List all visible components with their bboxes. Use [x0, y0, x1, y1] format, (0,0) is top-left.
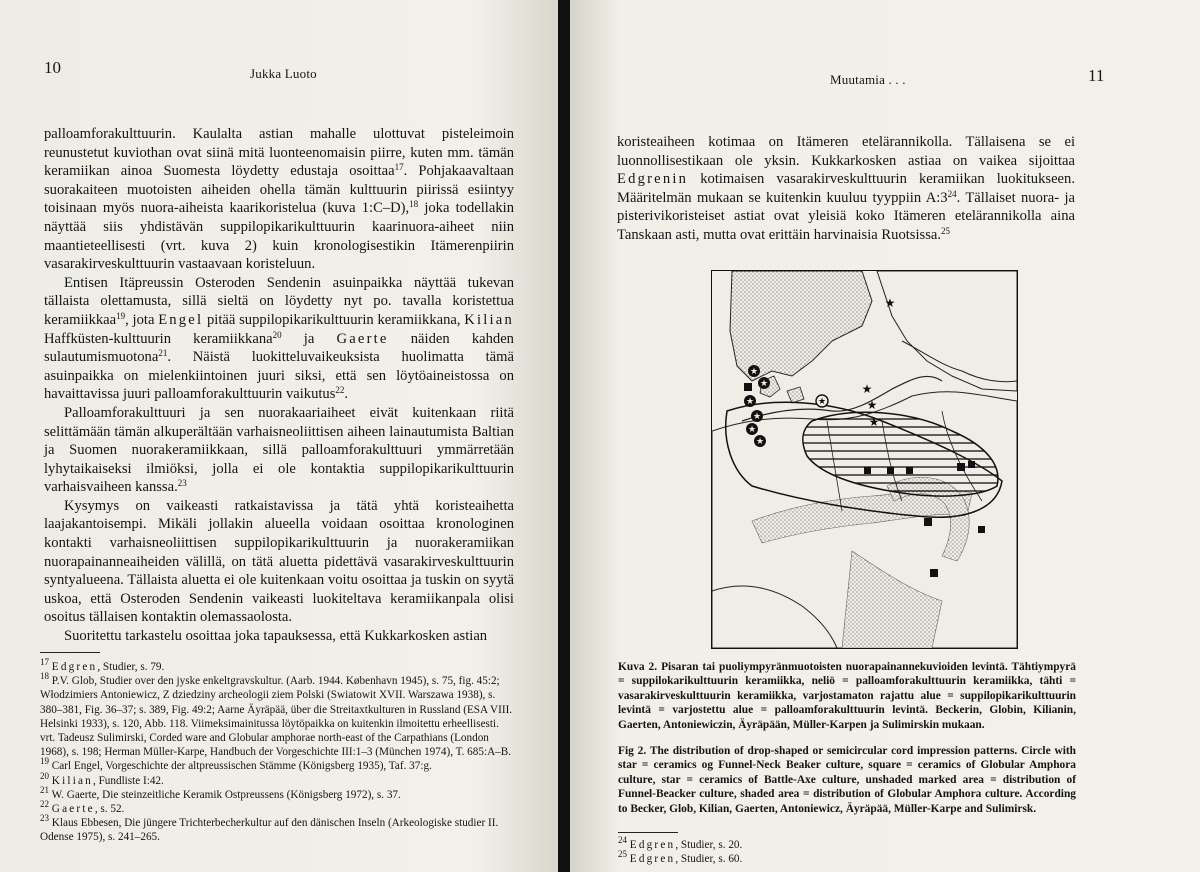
right-body-text — [617, 133, 1075, 245]
running-head-right: Muutamia . . . — [830, 72, 906, 87]
distribution-map — [711, 270, 1018, 649]
caption-english: Fig 2. The distribution of drop-shaped or semicircular cord impression patterns. Circle with star = ceramics og Funnel-Neck Beaker culture, square = ceramics of Globular Amphora culture, star = ceramics of Battle-Axe culture, unshaded marked area = distribution of Funnel-Beacker culture, shaded area = distribution of Globular Amphora culture. According to Becker, Glob, Kilian, Gaerten, Antoniewicz, Äyräpää, Müller-Karpe and Sulimirsk. — [618, 745, 1076, 815]
svg-text:★: ★ — [866, 398, 878, 412]
right-page — [570, 0, 1200, 872]
footnote-18: $^{18}$ P.V. Glob, Studier over den jyske enkeltgravskultur. (Aarb. 1944. København 1945), s. 75, fig. 45:2; Włodzimiers Antoniewicz, Z dziedziny archeologii ziem Polski (Swiatowit XVII. Warszawa 1938), s. 380–381, Fig. 36–37; s. 389, Fig. 49:2; Aarne Äyräpää, über die Streitaxtkulturen in Russland (ESA VIII. Helsinki 1933), s. 120, Abb. 118. Viimeksimainitussa löytöpaikka on kuitenkin ilmoitettu erheellisesti. vrt. Tadeusz Sulimirski, Corded ware and Globular amphorae north-east of the Carpathians (London 1968), s. 198; Herman Müller-Karpe, Handbuch der Vorgeschichte III:1–3 (München 1974), T. 685:A–B. — [40, 671, 513, 759]
globular-amphora-area — [803, 412, 998, 496]
star-symbols — [862, 296, 896, 429]
svg-text:★: ★ — [747, 425, 757, 435]
page-number-right: 11 — [1088, 66, 1105, 85]
svg-text:★: ★ — [749, 367, 759, 377]
paragraph-5: Suoritettu tarkastelu osoittaa joka tapauksessa, että Kukkarkosken astian — [64, 628, 488, 645]
svg-text:★: ★ — [817, 397, 827, 407]
paragraph-2: Entisen Itäpreussin Osteroden Sendenin asuinpaikka näyttää tukevan tällaista olettamusta, sillä sieltä on löydetty nyt po. tavalla koristettua keramiikkaa$^{19}$, jota Engel pitää suppilopikarikulttuurin keramiikkana, Kilian Haffküsten-kulttuurin keramiikkana$^{20}$ ja Gaerte näiden kahden sulautumismuotona$^{21}$. Näistä luokitteluvaikeuksista huolimatta tämä asuinpaikka on mielenkiintoinen juuri siksi, että sen löytöaineistossa on havaittavissa juuri palloamforakulttuurin vaikutus$^{22}$. — [44, 274, 514, 403]
footnote-19: $^{19}$ Carl Engel, Vorgeschichte der altpreussischen Stämme (Königsberg 1935), Taf. 37:g. — [40, 756, 432, 773]
caption-finnish: Kuva 2. Pisaran tai puoliympyränmuotoisten nuorapainannekuvioiden levintä. Tähtiympyrä = suppilokarikulttuurin keramiikka, neliö = palloamforakulttuurin keramiikka, tähti = vasarakirveskulttuurin keramiikka, varjostamaton rajattu alue = suppilopikarikulttuurin levintä = varjostettu alue = palloamforakulttuurin levintä. Beckerin, Globin, Kilianin, Gaerten, Antoniewiczin, Äyräpään, Müller-Karpen ja Sulimirskin mukaan. — [618, 661, 1076, 731]
footnote-23: $^{23}$ Klaus Ebbesen, Die jüngere Trichterbecherkultur auf den dänischen Inseln (Arkeologiske studier II. Odense 1975), s. 241–265. — [40, 813, 499, 844]
svg-text:★: ★ — [745, 397, 755, 407]
finland-land — [877, 271, 1017, 391]
footnote-25: $^{25}$ Edgren, Studier, s. 60. — [618, 849, 743, 866]
left-page — [0, 0, 560, 872]
footnote-24: $^{24}$ Edgren, Studier, s. 20. — [618, 835, 743, 851]
adriatic-coast — [712, 586, 837, 648]
svg-text:★: ★ — [755, 437, 765, 447]
footnote-17: $^{17}$ Edgren, Studier, s. 79. — [40, 657, 165, 673]
gulf-coast — [902, 341, 1017, 382]
svg-text:★: ★ — [861, 382, 873, 396]
footnote-rule-left — [40, 652, 100, 653]
left-body-text — [44, 125, 514, 646]
paragraph-1: palloamforakulttuurin. Kaulalta astian mahalle ulottuvat pisteleimoin reunustetut kuviothan ovat siinä mitä luonteenomaisin piirre, kuten mm. tämän keramiikan ainoa Suomesta löydetty edustaja osoittaa$^{17}$. Pohjakaavaltaan suorakaiteen muotoisten aiheiden ohella tämän kulttuurin piirissä esiintyy toisinaan myös nuora-aiheista kaarikoristelua (kuva 1:C–D),$^{18}$ joka todellakin näyttää siis yhdistävän suppilopikarikulttuurin kaarinuora-aiheet niin maantieteellisesti (vrt. kuva 2) kuin kronologisestikin Itämerenpiirin vasarakirveskulttuurin vastaavaan koristeluun. — [44, 126, 514, 273]
paragraph-3: Palloamforakulttuuri ja sen nuorakaariaiheet eivät kuitenkaan riitä selittämään tämän alkuperältään varhaisneoliittisen aiheen lainautumista Baltian ja Suomen nuorakeramiikkaan, sillä palloamforakulttuuri ymmärretään lyhytaikaiseksi ilmiöksi, jolla ei ole kontaktia suppilopikarikulttuurin varhaisvaiheen kanssa.$^{23}$ — [44, 404, 514, 496]
balkans-land — [842, 551, 942, 648]
page-number-left: 10 — [44, 58, 61, 77]
footnote-rule-right — [618, 832, 678, 833]
svg-text:★: ★ — [752, 412, 762, 422]
footnotes-right — [618, 835, 1076, 866]
paragraph-4: Kysymys on vaikeasti ratkaistavissa ja tätä yhtä koristeaihetta laajakantoisempi. Mikäli jollakin alueella voidaan osoittaa kronologinen kontakti varhaisneoliittisen suppilopikarikulttuurin ja nuorakeramiikan nuorapainanneaiheiden välillä, on tätä aluetta pidettävä vasarakirveskulttuurin syntyalueena. Tällaista aluetta ei ole kuitenkaan voitu osoittaa ja tuskin on syytä uskoa, että Osteroden Sendenin vaikeasti luokiteltava keramiikanpala olisi osoitus tällaisen kontaktin olemassaolosta. — [44, 497, 514, 626]
footnote-20: $^{20}$ Kilian, Fundliste I:42. — [40, 770, 164, 787]
footnote-21: $^{21}$ W. Gaerte, Die steinzeitliche Keramik Ostpreussens (Königsberg 1972), s. 37. — [40, 784, 401, 801]
svg-text:★: ★ — [759, 379, 769, 389]
svg-text:★: ★ — [868, 415, 880, 429]
running-head-left: Jukka Luoto — [250, 66, 317, 81]
svg-text:★: ★ — [884, 296, 896, 310]
footnote-22: $^{22}$ Gaerte, s. 52. — [40, 799, 125, 816]
footnotes-left — [40, 657, 514, 845]
scandinavia-land — [730, 271, 872, 381]
paragraph-right-1: koristeaiheen kotimaa on Itämeren etelärannikolla. Tällaisena se ei luonnollisestikaan ole yksin. Kukkarkosken astiaa on vaikea sijoittaa Edgrenin kotimaisen vasarakirveskulttuurin keramiikan luokitukseen. Määritelmän mukaan se kuitenkin kuuluu tyyppiin $A:3^{24}$. Tällaiset nuora- ja pisterivikoristeiset astiat ovat yleisiä koko Itämeren etelärannikolla aina Tanskaan asti, mutta ovat erittäin harvinaisia Ruotsissa.$^{25}$ — [617, 134, 1076, 243]
map-svg — [712, 271, 1017, 648]
